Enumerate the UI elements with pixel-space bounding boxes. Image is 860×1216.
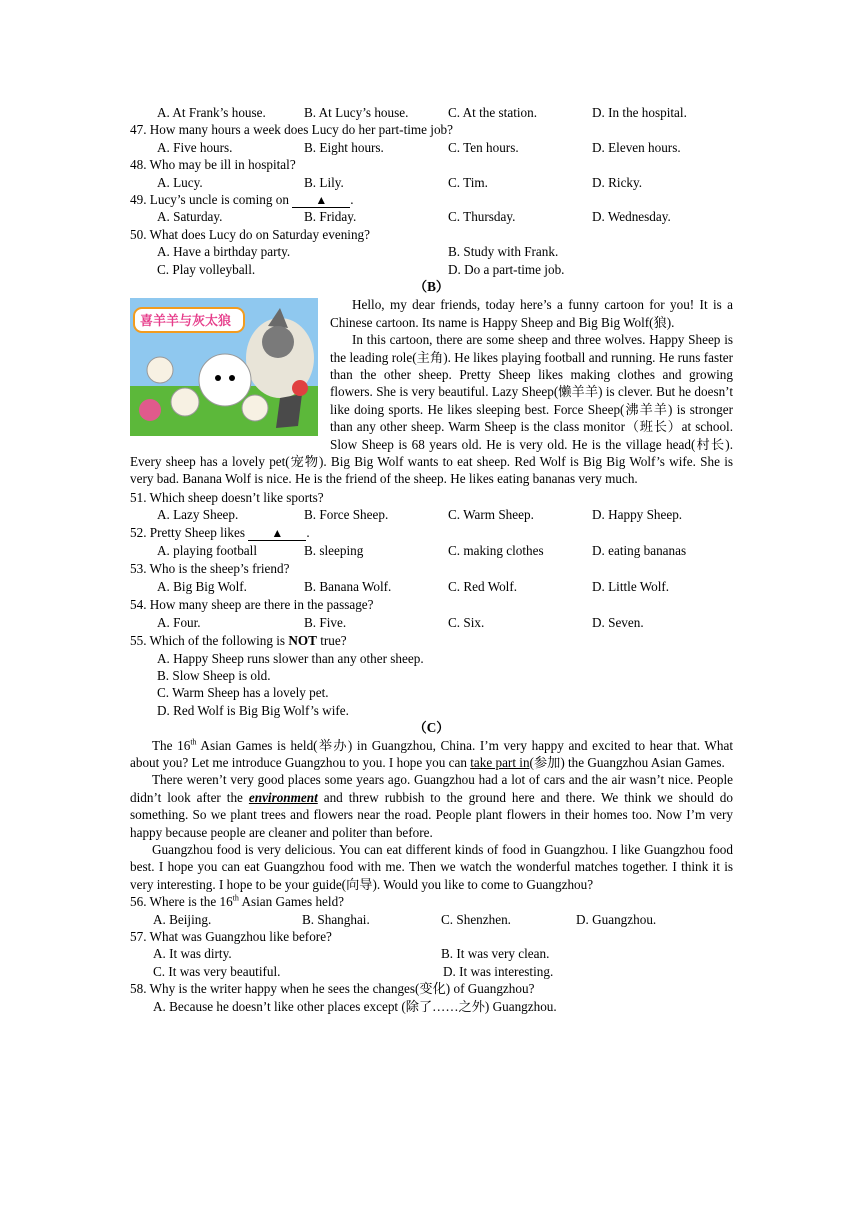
option-d: D. Do a part-time job. bbox=[448, 261, 565, 277]
option-c: C. Thursday. bbox=[448, 209, 516, 225]
q56-options bbox=[130, 911, 733, 928]
question-47 bbox=[130, 121, 733, 138]
q55-option-c bbox=[130, 684, 733, 701]
question-text: 58. Why is the writer happy when he sees the changes(变化) of Guangzhou? bbox=[130, 981, 535, 997]
q52-options bbox=[130, 542, 733, 560]
question-58 bbox=[130, 980, 733, 997]
emphasized-word: environment bbox=[248, 789, 318, 805]
q53-options bbox=[130, 578, 733, 596]
option-d: D. Little Wolf. bbox=[592, 579, 670, 595]
option-b: B. At Lucy’s house. bbox=[304, 105, 409, 120]
option-a: A. Because he doesn’t like other places except (除了……之外) Guangzhou. bbox=[153, 998, 557, 1014]
question-text: 52. Pretty Sheep likes ▲ . bbox=[130, 525, 310, 541]
section-c-paragraph-3: Guangzhou food is very delicious. You can eat different kinds of food in Guangzhou. I like Guangzhou food best. I hope you can eat Guangzhou food with me. Then we watch the wonderful matches together. I think it is very interesting. I hope to be your guide(向导). Would you like to come to Guangzhou? bbox=[130, 841, 733, 892]
question-text: 56. Where is the 16th Asian Games held? bbox=[130, 893, 345, 910]
section-c-paragraph-2: There weren’t very good places some years ago. Guangzhou had a lot of cars and the air wasn’t nice. People didn’t look after the environment and threw rubbish to the ground here and there. We think we should do something. So we plant trees and flowers near the road. People plant flowers in their homes too. Now I’m very happy because people are cleaner and politer than before. bbox=[130, 772, 733, 840]
option-a: A. Saturday. bbox=[157, 209, 223, 225]
question-55 bbox=[130, 632, 733, 649]
option-c: C. Red Wolf. bbox=[448, 579, 518, 595]
option-a: A. Happy Sheep runs slower than any other sheep. bbox=[157, 650, 424, 666]
option-c: C. Warm Sheep has a lovely pet. bbox=[157, 685, 329, 701]
option-c: C. Tim. bbox=[448, 174, 488, 190]
cartoon-title-text: 喜羊羊与灰太狼 bbox=[140, 313, 232, 329]
cartoon-picture bbox=[130, 298, 318, 436]
q50-options-cd bbox=[130, 261, 733, 278]
question-53 bbox=[130, 560, 733, 578]
option-a: A. Four. bbox=[157, 615, 201, 631]
q51-options bbox=[130, 506, 733, 524]
option-b: B. Five. bbox=[304, 615, 347, 631]
q55-option-b bbox=[130, 667, 733, 684]
question-51 bbox=[130, 489, 733, 506]
option-c: C. making clothes bbox=[448, 543, 544, 559]
section-b-paragraph-2: In this cartoon, there are some sheep and three wolves. Happy Sheep is the leading role(主角). He likes playing football and running. He runs faster than the other sheep. Pretty Sheep likes making clothes and growing flowers. She is very beautiful. Lazy Sheep(懒羊羊) is clever. But he doesn’t like doing sports. He likes sleeping best. Force Sheep(沸羊羊) is stronger than any other sheep. Warm Sheep is the class monitor（班长）at school. Slow Sheep is 68 years old. He is very old. He is the village head(村长). Every sheep has a lovely pet(宠物). Big Big Wolf wants to eat sheep. Red Wolf is Big Big Wolf’s wife. She is very bad. Banana Wolf is nice. He is the friend of the sheep. He likes eating bananas very much. bbox=[130, 332, 733, 487]
section-c-paragraph-1: The 16th Asian Games is held(举办) in Guangzhou, China. I’m very happy and excited to hear that. What about you? Let me introduce Guangzhou to you. I hope you can take part in(参加) the Guangzhou Asian Games. bbox=[130, 737, 733, 770]
q49-options bbox=[130, 208, 733, 225]
option-c: C. Ten hours. bbox=[448, 139, 519, 155]
question-text: 50. What does Lucy do on Saturday evening? bbox=[130, 226, 371, 242]
q54-options bbox=[130, 614, 733, 632]
q55-option-a bbox=[130, 650, 733, 667]
question-text: 47. How many hours a week does Lucy do her part-time job? bbox=[130, 122, 454, 138]
question-text: 57. What was Guangzhou like before? bbox=[130, 928, 332, 944]
option-d: D. Wednesday. bbox=[592, 209, 671, 225]
question-50 bbox=[130, 226, 733, 243]
option-b: B. Friday. bbox=[304, 209, 357, 225]
option-a: A. Big Big Wolf. bbox=[157, 579, 247, 595]
option-c: C. Play volleyball. bbox=[157, 261, 256, 277]
option-b: B. Lily. bbox=[304, 174, 344, 190]
q50-options-ab bbox=[130, 243, 733, 260]
option-b: B. Slow Sheep is old. bbox=[157, 667, 271, 683]
option-d: D. Seven. bbox=[592, 615, 644, 631]
section-b-passage bbox=[130, 296, 733, 487]
q55-option-d bbox=[130, 702, 733, 719]
question-text: 51. Which sheep doesn’t like sports? bbox=[130, 489, 324, 505]
question-text: 48. Who may be ill in hospital? bbox=[130, 157, 296, 173]
option-d: D. Ricky. bbox=[592, 174, 643, 190]
question-48 bbox=[130, 156, 733, 173]
option-d: D. Eleven hours. bbox=[592, 139, 681, 155]
option-b: B. It was very clean. bbox=[441, 946, 550, 962]
option-c: C. Six. bbox=[448, 615, 485, 631]
option-b: B. Force Sheep. bbox=[304, 507, 389, 523]
q48-options bbox=[130, 174, 733, 191]
option-a: A. Lucy. bbox=[157, 174, 203, 190]
option-a: A. Lazy Sheep. bbox=[157, 507, 239, 523]
question-text: 49. Lucy’s uncle is coming on ▲ . bbox=[130, 191, 354, 207]
option-a: A. At Frank’s house. bbox=[157, 105, 266, 120]
option-b: B. Eight hours. bbox=[304, 139, 384, 155]
option-a: A. Beijing. bbox=[153, 911, 212, 927]
q57-options-ab bbox=[130, 945, 733, 962]
section-b-heading: （B） bbox=[413, 278, 450, 294]
option-c: C. Shenzhen. bbox=[441, 911, 511, 927]
question-52 bbox=[130, 524, 733, 542]
option-d: D. Guangzhou. bbox=[576, 911, 657, 927]
question-text: 55. Which of the following is NOT true? bbox=[130, 633, 347, 649]
option-b: B. Shanghai. bbox=[302, 911, 370, 927]
option-a: A. playing football bbox=[157, 543, 257, 559]
option-d: D. Happy Sheep. bbox=[592, 507, 683, 523]
option-a: A. It was dirty. bbox=[153, 946, 232, 962]
option-c: C. At the station. bbox=[448, 105, 538, 120]
question-54 bbox=[130, 596, 733, 614]
option-d: D. It was interesting. bbox=[443, 963, 554, 979]
q47-options bbox=[130, 139, 733, 156]
option-d: D. eating bananas bbox=[592, 543, 687, 559]
option-a: A. Five hours. bbox=[157, 139, 233, 155]
exam-content bbox=[130, 104, 733, 1015]
question-56 bbox=[130, 893, 733, 910]
option-c: C. It was very beautiful. bbox=[153, 963, 281, 979]
option-d: D. Red Wolf is Big Big Wolf’s wife. bbox=[157, 702, 349, 718]
answer-blank: ▲ bbox=[248, 527, 306, 541]
question-49 bbox=[130, 191, 733, 208]
option-d: D. In the hospital. bbox=[592, 105, 687, 120]
option-b: B. sleeping bbox=[304, 543, 364, 559]
q46-options bbox=[130, 104, 733, 121]
question-57 bbox=[130, 928, 733, 945]
not-emphasis: NOT bbox=[288, 633, 317, 649]
option-b: B. Banana Wolf. bbox=[304, 579, 392, 595]
option-c: C. Warm Sheep. bbox=[448, 507, 534, 523]
section-b-paragraph-1: Hello, my dear friends, today here’s a funny cartoon for you! It is a Chinese cartoon. Its name is Happy Sheep and Big Big Wolf(狼). bbox=[330, 297, 733, 330]
question-text: 53. Who is the sheep’s friend? bbox=[130, 561, 290, 577]
section-c-heading: （C） bbox=[413, 720, 450, 736]
q57-options-cd bbox=[130, 963, 733, 980]
q58-option-a bbox=[130, 998, 733, 1015]
answer-blank: ▲ bbox=[292, 194, 350, 208]
underlined-phrase: take part in bbox=[470, 754, 530, 770]
option-a: A. Have a birthday party. bbox=[157, 244, 291, 260]
question-text: 54. How many sheep are there in the passage? bbox=[130, 597, 374, 613]
option-b: B. Study with Frank. bbox=[448, 244, 559, 260]
